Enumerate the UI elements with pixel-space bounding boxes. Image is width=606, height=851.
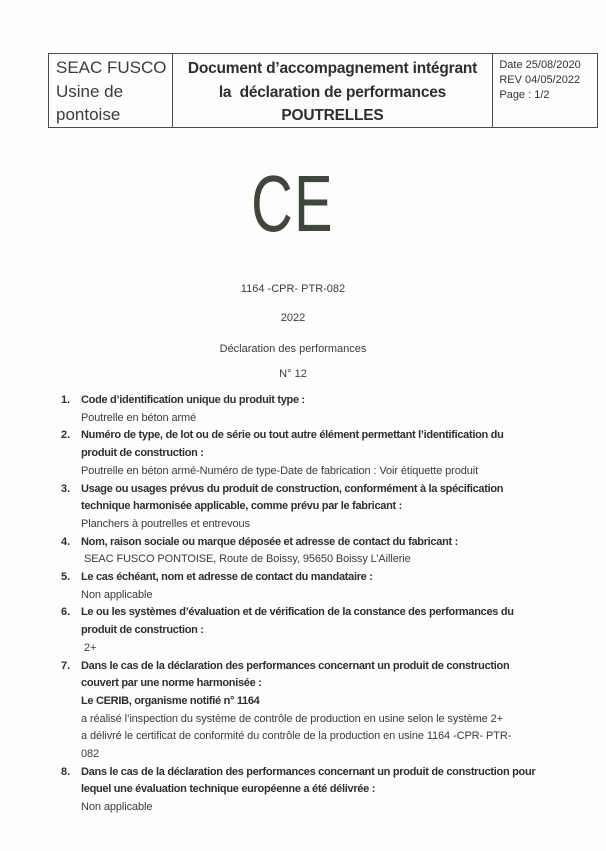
list-item-number: 6. <box>61 606 71 619</box>
list-item-line: a réalisé l’inspection du système de contrôle de production en usine selon le système 2+ <box>81 712 503 725</box>
company-site-line1: Usine de <box>56 81 124 101</box>
list-item-line: Non applicable <box>81 588 153 601</box>
list-item-number: 2. <box>61 429 71 442</box>
declaration-title: Déclaration des performances <box>219 343 367 355</box>
list-item-number: 3. <box>61 482 71 495</box>
list-item-line: lequel une évaluation technique européenne a été délivrée : <box>81 783 376 796</box>
list-item-line: produit de construction : <box>81 624 204 637</box>
list-item-line: Le CERIB, organisme notifié n° 1164 <box>81 694 260 707</box>
list-item-number: 5. <box>61 571 71 584</box>
header-title-cell <box>173 54 494 127</box>
list-item <box>61 481 591 534</box>
company-site-line2: pontoise <box>56 105 121 124</box>
list-item-line: couvert par une norme harmonisée : <box>81 677 262 690</box>
list-item-line: SEAC FUSCO PONTOISE, Route de Boissy, 95650 Boissy L’Aillerie <box>81 553 411 566</box>
list-item-number: 7. <box>61 659 71 672</box>
document-revision: REV 04/05/2022 <box>499 74 581 86</box>
list-item-number: 4. <box>61 535 71 548</box>
list-item-number: 1. <box>61 394 71 406</box>
list-item <box>61 534 591 569</box>
ce-mark-wrap <box>0 159 586 248</box>
list-item-line: Le ou les systèmes d’évaluation et de vérification de la constance des performances du <box>81 606 514 619</box>
list-item-line: Le cas échéant, nom et adresse de contact du mandataire : <box>81 571 373 584</box>
list-item-line: Code d’identification unique du produit type : <box>81 394 305 406</box>
list-item-line: Non applicable <box>81 801 153 814</box>
declaration-list <box>61 392 591 817</box>
list-item-number: 8. <box>61 765 71 778</box>
list-item-line: Poutrelle en béton armé <box>81 411 197 424</box>
certificate-number: 1164 -CPR- PTR-082 <box>240 283 346 295</box>
header-company-cell <box>49 54 173 127</box>
document-title-product: POUTRELLES <box>281 107 384 124</box>
list-item-line: technique harmonisée applicable, comme prévu par le fabricant : <box>81 500 402 513</box>
list-item-line: Poutrelle en béton armé-Numéro de type-Date de fabrication : Voir étiquette produit <box>81 464 479 477</box>
header-meta-cell <box>493 54 597 127</box>
header-table <box>48 53 598 128</box>
list-item-line: 082 <box>81 748 100 761</box>
list-item-line: Dans le cas de la déclaration des performances concernant un produit de construction pour <box>81 765 536 778</box>
list-item <box>61 569 591 604</box>
list-item <box>61 764 591 817</box>
document-page-number: Page : 1/2 <box>499 89 550 101</box>
list-item-line: produit de construction : <box>81 447 204 460</box>
company-name: SEAC FUSCO <box>56 58 167 77</box>
declaration-year: 2022 <box>280 312 306 324</box>
list-item-line: Dans le cas de la déclaration des performances concernant un produit de construction <box>81 659 510 672</box>
list-item <box>61 392 591 427</box>
document-title-line1: Document d’accompagnement intégrant <box>187 60 478 77</box>
list-item-line: Usage ou usages prévus du produit de construction, conformément à la spécification <box>81 482 504 495</box>
ce-mark: CE <box>251 159 335 248</box>
list-item <box>61 658 591 764</box>
list-item-line: Numéro de type, de lot ou de série ou tout autre élément permettant l’identification du <box>81 429 504 442</box>
list-item <box>61 604 591 657</box>
declaration-number: N° 12 <box>279 368 307 380</box>
list-item-line: Planchers à poutrelles et entrevous <box>81 517 250 530</box>
list-item-line: a délivré le certificat de conformité du contrôle de la production en usine 1164 -CPR- PTR- <box>81 730 512 743</box>
document-title-line2: la déclaration de performances <box>218 83 447 101</box>
document-date: Date 25/08/2020 <box>499 59 581 71</box>
list-item-line: 2+ <box>81 641 97 654</box>
list-item <box>61 427 591 480</box>
list-item-line: Nom, raison sociale ou marque déposée et adresse de contact du fabricant : <box>81 535 458 548</box>
